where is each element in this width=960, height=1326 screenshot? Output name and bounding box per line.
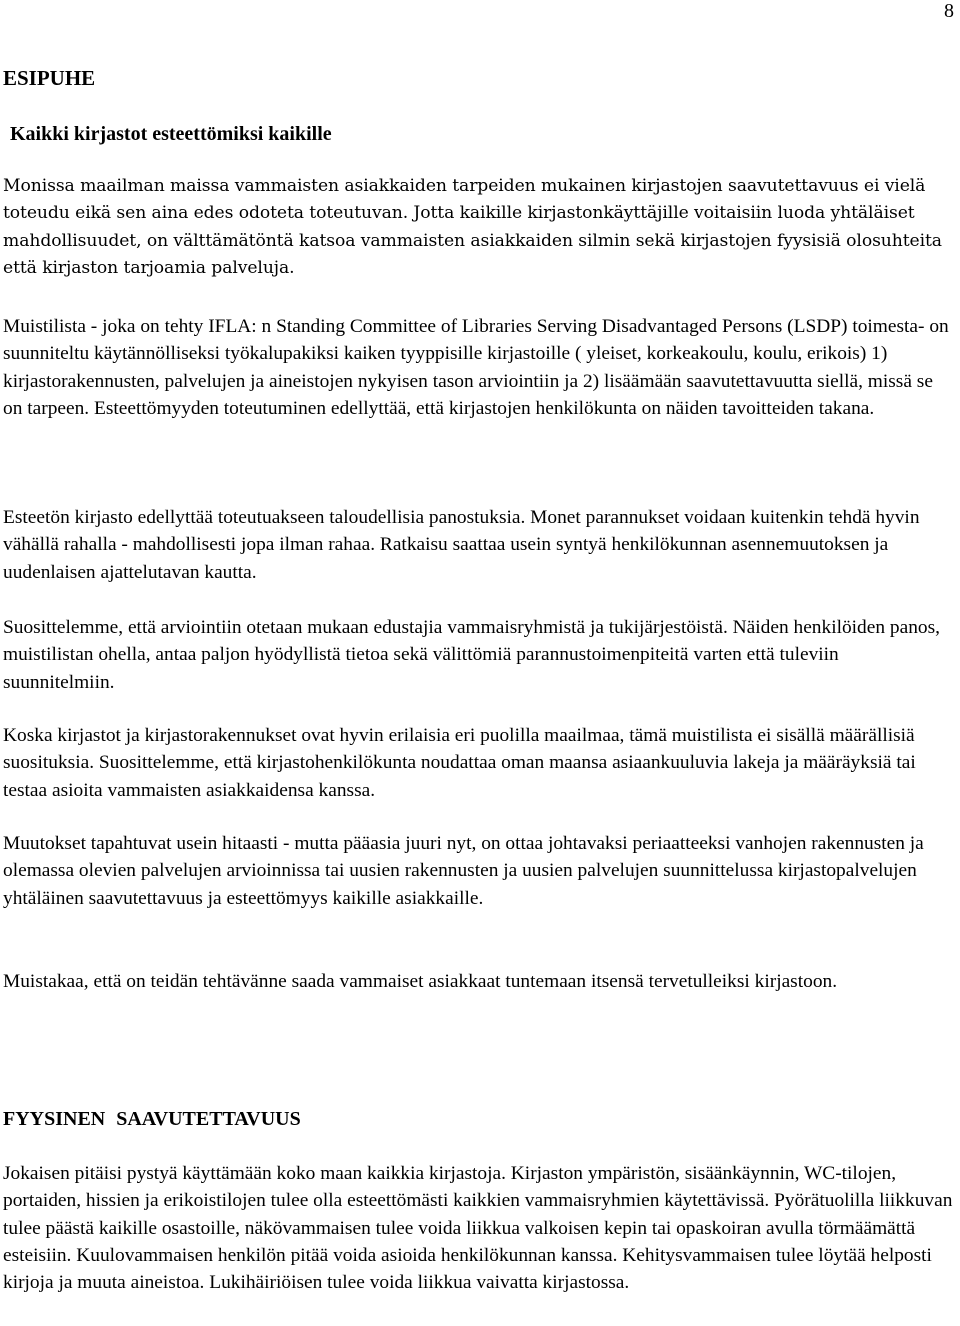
paragraph-3: Esteetön kirjasto edellyttää toteutuakseen taloudellisia panostuksia. Monet parannukset voidaan kuitenkin tehdä hyvin vähällä rahalla - mahdollisesti jopa ilman rahaa. Ratkaisu saattaa usein syntyä henkilökunnan asennemuutoksen ja uudenlaisen ajattelutavan kautta. <box>3 507 920 583</box>
paragraph-2: Muistilista - joka on tehty IFLA: n Standing Committee of Libraries Serving Disadvantaged Persons (LSDP) toimesta- on suunniteltu käytännölliseksi työkalupakiksi kaiken tyyppisille kirjastoille ( yleiset, korkeakoulu, koulu, erikois) 1) kirjastorakennusten, palvelujen ja aineistojen nykyisen tason arviointiin ja 2) lisäämään saavutettavuutta siellä, missä se on tarpeen. Esteettömyyden toteutuminen edellyttää, että kirjastojen henkilökunta on näiden tavoitteiden takana. <box>3 316 949 419</box>
paragraph-4: Suosittelemme, että arviointiin otetaan mukaan edustajia vammaisryhmistä ja tukijärjestöistä. Näiden henkilöiden panos, muistilistan ohella, antaa paljon hyödyllistä tietoa sekä välittömiä parannustoimenpiteitä varten että tuleviin suunnitelmiin. <box>3 617 940 693</box>
page-number: 8 <box>944 0 954 22</box>
paragraph-5: Koska kirjastot ja kirjastorakennukset ovat hyvin erilaisia eri puolilla maailmaa, tämä muistilista ei sisällä määrällisiä suosituksia. Suosittelemme, että kirjastohenkilökunta noudattaa oman maansa asiaankuuluvia lakeja ja määräyksiä tai testaa asioita vammaisten asiakkaidensa kanssa. <box>3 725 916 801</box>
paragraph-6: Muutokset tapahtuvat usein hitaasti - mutta pääasia juuri nyt, on ottaa johtavaksi periaatteeksi vanhojen rakennusten ja olemassa olevien palvelujen arvioinnissa tai uusien rakennusten ja uusien palvelujen suunnittelussa kirjastopalvelujen yhtäläinen saavutettavuus ja esteettömyys kaikille asiakkaille. <box>3 833 924 909</box>
heading-fyysinen-saavutettavuus: FYYSINEN SAAVUTETTAVUUS <box>3 1108 301 1130</box>
subheading-all-libraries: Kaikki kirjastot esteettömiksi kaikille <box>10 123 332 145</box>
paragraph-1: Monissa maailman maissa vammaisten asiakkaiden tarpeiden mukainen kirjastojen saavutettavuus ei vielä toteudu eikä sen aina edes odoteta toteutuvan. Jotta kaikille kirjastonkäyttäjille voitaisiin luoda yhtäläiset mahdollisuudet, on välttämätöntä katsoa vammaisten asiakkaiden silmin sekä kirjastojen fyysisiä olosuhteita että kirjaston tarjoamia palveluja. <box>3 176 942 279</box>
paragraph-7: Muistakaa, että on teidän tehtävänne saada vammaiset asiakkaat tuntemaan itsensä tervetulleiksi kirjastoon. <box>3 971 838 992</box>
paragraph-fyysinen: Jokaisen pitäisi pystyä käyttämään koko maan kaikkia kirjastoja. Kirjaston ympäristön, sisäänkäynnin, WC-tilojen, portaiden, hissien ja erikoistilojen tulee olla esteettömästi kaikkien vammaisryhmien käytettävissä. Pyörätuolilla liikkuvan tulee päästä kaikille osastoille, näkövammaisen tulee voida liikkua valkoisen kepin tai opaskoiran avulla törmäämättä esteisiin. Kuulovammaisen henkilön pitää voida asioida henkilökunnan kanssa. Kehitysvammaisen tulee löytää helposti kirjoja ja muuta aineistoa. Lukihäiriöisen tulee voida liikkua vaivatta kirjastossa. <box>3 1163 953 1294</box>
heading-esipuhe: ESIPUHE <box>3 66 96 90</box>
